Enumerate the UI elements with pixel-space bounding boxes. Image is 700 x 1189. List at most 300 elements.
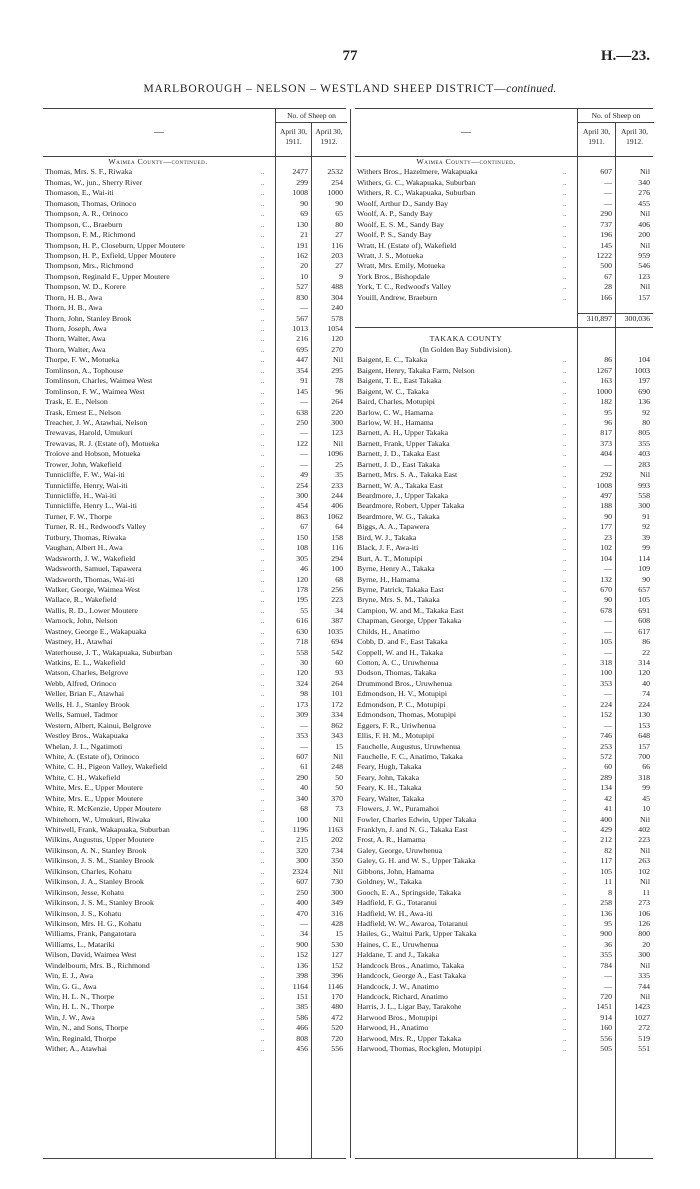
sheep-1911: 224 bbox=[600, 699, 612, 709]
sheep-1912: 60 bbox=[335, 658, 343, 667]
table-row bbox=[43, 888, 346, 898]
sheep-1912: 294 bbox=[331, 553, 343, 563]
sheep-1911: 132 bbox=[600, 574, 612, 584]
sheep-1911: 120 bbox=[296, 668, 308, 678]
owner-name: Coppell, W. and H., Takaka bbox=[357, 647, 443, 657]
leader-dots: .. bbox=[563, 732, 567, 741]
table-row bbox=[355, 867, 653, 877]
sheep-1911: 182 bbox=[600, 397, 612, 407]
table-row bbox=[43, 742, 346, 752]
owner-name: Wadsworth, Thomas, Wai-iti bbox=[45, 574, 135, 584]
leader-dots: .. bbox=[261, 1034, 265, 1043]
sheep-1912: 295 bbox=[331, 365, 343, 375]
sheep-1912: 546 bbox=[638, 261, 650, 271]
table-row bbox=[43, 512, 346, 522]
sheep-1912: 744 bbox=[638, 981, 650, 991]
owner-name: Tunnicliffe, Henry, Wai-iti bbox=[45, 480, 128, 490]
sheep-1912: 78 bbox=[335, 376, 343, 386]
table-row bbox=[43, 940, 346, 950]
title-continued: continued. bbox=[506, 83, 557, 95]
table-row bbox=[43, 282, 346, 292]
leader-dots: .. bbox=[563, 899, 567, 908]
sheep-1911: 98 bbox=[300, 689, 308, 699]
table-row bbox=[43, 334, 346, 344]
table-row bbox=[355, 762, 653, 772]
leader-dots: .. bbox=[261, 951, 265, 960]
owner-name: Cobb, D. and F., East Takaka bbox=[357, 637, 448, 647]
sheep-1912: 50 bbox=[335, 772, 343, 782]
sheep-1911: 191 bbox=[296, 240, 308, 250]
sheep-1912: 335 bbox=[638, 971, 650, 981]
owner-name: Thorn, H. B., Awa bbox=[45, 292, 103, 302]
leader-dots: .. bbox=[563, 1003, 567, 1012]
owner-name: Cotton, A. C., Uruwhenua bbox=[357, 658, 439, 667]
sheep-1911: 720 bbox=[600, 992, 612, 1001]
sheep-1911: 117 bbox=[600, 856, 612, 866]
owner-name: Walker, George, Waimea West bbox=[45, 584, 141, 594]
sheep-1911: 567 bbox=[296, 313, 308, 323]
owner-name: Tunnicliffe, H., Wai-iti bbox=[45, 491, 117, 500]
owner-name: Bird, W. J., Takaka bbox=[357, 532, 417, 542]
table-row bbox=[355, 961, 653, 971]
owner-name: Feary, Hugh, Takaka bbox=[357, 762, 422, 772]
column-rule bbox=[275, 122, 276, 1158]
header-1912-date: April 30, bbox=[620, 127, 649, 136]
sheep-1912: 488 bbox=[331, 282, 343, 292]
leader-dots: .. bbox=[261, 826, 265, 834]
table-row bbox=[43, 846, 346, 856]
sheep-1911: 318 bbox=[600, 658, 612, 667]
owner-name: Thompson, Reginald F., Upper Moutere bbox=[45, 271, 170, 281]
sheep-1911: — bbox=[300, 303, 308, 313]
owner-name: Withers, R. C., Wakapuaka, Suburban bbox=[357, 188, 476, 198]
owner-name: Wilkinson, J. S. M., Stanley Brook bbox=[45, 856, 154, 866]
sheep-1911: 67 bbox=[300, 522, 308, 532]
leader-dots: .. bbox=[261, 878, 265, 887]
table-row bbox=[355, 742, 653, 752]
table-row bbox=[355, 376, 653, 386]
table-row bbox=[355, 543, 653, 553]
table-row bbox=[355, 909, 653, 919]
sheep-1912: 1027 bbox=[634, 1012, 650, 1022]
owner-name: Turner, R. H., Redwood's Valley bbox=[45, 522, 147, 532]
sheep-1912: 530 bbox=[331, 939, 343, 949]
table-row bbox=[355, 835, 653, 845]
header-1911-year: 1911. bbox=[588, 137, 605, 146]
sheep-1911: 150 bbox=[296, 532, 308, 542]
table-row bbox=[43, 376, 346, 386]
sheep-1911: 34 bbox=[300, 929, 308, 939]
sheep-1912: 334 bbox=[331, 710, 343, 720]
owner-name: Trewavas, Harold, Umukuri bbox=[45, 428, 133, 438]
table-row bbox=[43, 616, 346, 626]
sheep-1912: Nil bbox=[640, 167, 650, 177]
table-row bbox=[43, 835, 346, 845]
sheep-1911: 1267 bbox=[596, 365, 612, 375]
leader-dots: .. bbox=[261, 450, 265, 459]
sheep-1912: 314 bbox=[638, 658, 650, 667]
table-row bbox=[43, 418, 346, 428]
table-row bbox=[355, 470, 653, 480]
owner-name: Byrne, Patrick, Takaka East bbox=[357, 584, 444, 594]
leader-dots: .. bbox=[563, 826, 567, 834]
section-heading bbox=[355, 334, 653, 344]
table-row bbox=[355, 658, 653, 668]
table-row bbox=[43, 543, 346, 553]
owner-name: Webb, Alfred, Orinoco bbox=[45, 678, 117, 688]
sheep-1911: 42 bbox=[604, 793, 612, 803]
table-row bbox=[355, 439, 653, 449]
leader-dots: .. bbox=[261, 909, 265, 918]
sheep-1911: 152 bbox=[600, 710, 612, 720]
owner-name: Wratt, Mrs. Emily, Motueka bbox=[357, 261, 445, 271]
sheep-1912: 273 bbox=[638, 898, 650, 908]
sheep-1912: 123 bbox=[331, 428, 343, 438]
leader-dots: .. bbox=[563, 293, 567, 302]
leader-dots: .. bbox=[261, 429, 265, 438]
sheep-1911: 55 bbox=[300, 605, 308, 615]
table-row bbox=[43, 992, 346, 1002]
owner-name: Bryne, Mrs. S. M., Takaka bbox=[357, 595, 440, 605]
owner-name: Wratt, J. S., Motueka bbox=[357, 250, 424, 260]
sheep-1912: 73 bbox=[335, 804, 343, 814]
sheep-1912: 74 bbox=[642, 689, 650, 699]
leader-dots: .. bbox=[261, 867, 265, 876]
leader-dots: .. bbox=[563, 398, 567, 407]
table-row bbox=[43, 178, 346, 188]
owner-name: White, A. (Estate of), Orinoco bbox=[45, 751, 140, 761]
table-row bbox=[355, 783, 653, 793]
leader-dots: .. bbox=[261, 659, 265, 667]
table-row bbox=[43, 481, 346, 491]
table-row bbox=[355, 564, 653, 574]
leader-dots: .. bbox=[563, 930, 567, 939]
sheep-1911: 2324 bbox=[292, 866, 308, 876]
sheep-1911: 324 bbox=[296, 678, 308, 688]
owner-name: Beardmore, Robert, Upper Takaka bbox=[357, 501, 465, 511]
sheep-1912: 805 bbox=[638, 428, 650, 438]
sheep-1912: 690 bbox=[638, 386, 650, 396]
leader-dots: .. bbox=[563, 502, 567, 511]
owner-name: Barlow, C. W., Hamama bbox=[357, 407, 433, 417]
sheep-1911: 108 bbox=[296, 543, 308, 553]
table-row bbox=[355, 282, 653, 292]
header-1911-date: April 30, bbox=[582, 127, 611, 136]
sheep-1911: 122 bbox=[296, 438, 308, 448]
table-row bbox=[43, 595, 346, 605]
sheep-1912: 694 bbox=[331, 637, 343, 647]
leader-dots: .. bbox=[563, 387, 567, 396]
owner-name: Wilkinson, J. S. M., Stanley Brook bbox=[45, 898, 154, 908]
sheep-1912: 197 bbox=[638, 376, 650, 386]
sheep-1911: 11 bbox=[604, 877, 612, 887]
leader-dots: .. bbox=[261, 418, 265, 427]
table-row bbox=[355, 199, 653, 209]
sheep-1911: 258 bbox=[600, 898, 612, 908]
sheep-1912: 27 bbox=[335, 230, 343, 240]
owner-name: Treacher, J. W., Atawhai, Nelson bbox=[45, 417, 148, 427]
sheep-1912: 340 bbox=[638, 177, 650, 187]
leader-dots: .. bbox=[563, 742, 567, 751]
leader-dots: .. bbox=[563, 805, 567, 814]
table-row bbox=[43, 606, 346, 616]
sheep-1911: 400 bbox=[296, 898, 308, 908]
left-table-header bbox=[43, 109, 346, 157]
leader-dots: .. bbox=[261, 752, 265, 761]
total-rule bbox=[577, 313, 653, 314]
table-row bbox=[355, 293, 653, 303]
sheep-1912: 406 bbox=[638, 219, 650, 229]
sheep-1912: 276 bbox=[638, 188, 650, 198]
sheep-1911: — bbox=[604, 971, 612, 981]
table-row bbox=[43, 762, 346, 772]
leader-dots: .. bbox=[261, 231, 265, 240]
owner-name: Drummond Bros., Uruwhenua bbox=[357, 678, 452, 688]
sheep-1912: 455 bbox=[638, 198, 650, 208]
table-row bbox=[43, 961, 346, 971]
sheep-1911: 1013 bbox=[292, 324, 308, 333]
sheep-1912: 300 bbox=[638, 950, 650, 960]
owner-name: Tomlinson, Charles, Waimea West bbox=[45, 376, 153, 386]
sheep-1912: 102 bbox=[638, 866, 650, 876]
sheep-1912: Nil bbox=[333, 866, 343, 876]
sheep-1912: Nil bbox=[333, 438, 343, 448]
sheep-1911: 353 bbox=[600, 678, 612, 688]
leader-dots: .. bbox=[563, 251, 567, 260]
sheep-1911: 100 bbox=[600, 668, 612, 678]
leader-dots: .. bbox=[261, 471, 265, 480]
owner-name: Thompson, C., Braeburn bbox=[45, 219, 123, 229]
leader-dots: .. bbox=[563, 617, 567, 626]
leader-dots: .. bbox=[563, 283, 567, 292]
owner-name: Goldney, W., Takaka bbox=[357, 877, 422, 887]
owner-name: Westley Bros., Wakapuaka bbox=[45, 731, 129, 741]
table-row bbox=[43, 470, 346, 480]
owner-name: Haines, C. E., Uruwhenua bbox=[357, 939, 439, 949]
sheep-1911: 23 bbox=[604, 532, 612, 542]
table-row bbox=[355, 387, 653, 397]
sheep-1912: 472 bbox=[331, 1012, 343, 1022]
owner-name: Haldane, T. and J., Takaka bbox=[357, 950, 440, 960]
owner-name: Thompson, H. P., Exfield, Upper Moutere bbox=[45, 250, 176, 260]
sheep-1911: 808 bbox=[296, 1033, 308, 1043]
sheep-1911: 20 bbox=[300, 261, 308, 271]
sheep-1911: 447 bbox=[296, 355, 308, 365]
owner-name: Waterhouse, J. T., Wakapuaka, Suburban bbox=[45, 647, 173, 657]
sheep-1912: 66 bbox=[642, 762, 650, 772]
owner-name: Frost, A. R., Hamama bbox=[357, 835, 426, 845]
table-row bbox=[43, 1044, 346, 1054]
leader-dots: .. bbox=[563, 659, 567, 667]
table-row bbox=[43, 387, 346, 397]
leader-dots: .. bbox=[261, 533, 265, 542]
table-row bbox=[355, 804, 653, 814]
sheep-1911: 195 bbox=[296, 595, 308, 605]
sheep-1912: 116 bbox=[331, 240, 343, 250]
table-row bbox=[355, 585, 653, 595]
sheep-1912: 519 bbox=[638, 1033, 650, 1043]
owner-name: Trolove and Hobson, Motueka bbox=[45, 449, 141, 459]
sheep-1912: 551 bbox=[638, 1044, 650, 1054]
leader-dots: .. bbox=[261, 293, 265, 302]
sheep-1911: 212 bbox=[600, 835, 612, 845]
owner-name: Woolf, A. P., Sandy Bay bbox=[357, 209, 433, 219]
sheep-1911: 40 bbox=[300, 783, 308, 793]
header-sheep-count-group: No. of Sheep on bbox=[577, 109, 654, 123]
sheep-1912: 1054 bbox=[327, 324, 343, 333]
sheep-1911: 1000 bbox=[596, 386, 612, 396]
header-sheep-count-group: No. of Sheep on bbox=[275, 109, 347, 123]
table-row bbox=[43, 877, 346, 887]
sheep-1911: 102 bbox=[600, 543, 612, 553]
sheep-1911: 8 bbox=[608, 887, 612, 897]
sheep-1911: 900 bbox=[600, 929, 612, 939]
owner-name: Wilkinson, J. A., Stanley Brook bbox=[45, 877, 144, 887]
leader-dots: .. bbox=[261, 356, 265, 365]
owner-name: Whitehorn, W., Umukuri, Riwaka bbox=[45, 814, 151, 824]
sheep-1912: 1096 bbox=[327, 449, 343, 459]
page-number: 77 bbox=[342, 48, 358, 64]
table-row bbox=[43, 825, 346, 835]
table-row bbox=[355, 721, 653, 731]
owner-name: Wilkinson, J. S., Kohatu bbox=[45, 908, 122, 918]
leader-dots: .. bbox=[261, 554, 265, 563]
sheep-1912: 270 bbox=[331, 344, 343, 354]
owner-name: Chapman, George, Upper Takaka bbox=[357, 616, 462, 626]
right-table bbox=[355, 108, 653, 1159]
leader-dots: .. bbox=[563, 846, 567, 855]
table-row bbox=[43, 522, 346, 532]
sheep-1912: 22 bbox=[642, 647, 650, 657]
owner-name: Woolf, E. S. M., Sandy Bay bbox=[357, 219, 444, 229]
sheep-1912: 264 bbox=[331, 678, 343, 688]
leader-dots: .. bbox=[261, 1003, 265, 1012]
leader-dots: .. bbox=[563, 210, 567, 219]
table-row bbox=[355, 668, 653, 678]
sheep-1912: 223 bbox=[331, 595, 343, 605]
owner-name: Ellis, F. H. M., Motupipi bbox=[357, 731, 435, 741]
owner-name: Whitwell, Frank, Wakapuaka, Suburban bbox=[45, 825, 170, 834]
leader-dots: .. bbox=[261, 732, 265, 741]
owner-name: Win, Reginald, Thorpe bbox=[45, 1033, 117, 1043]
owner-name: Withers Bros., Hazelmere, Wakapuaka bbox=[357, 167, 478, 177]
leader-dots: .. bbox=[563, 460, 567, 469]
sheep-1911: 188 bbox=[600, 501, 612, 511]
leader-dots: .. bbox=[563, 596, 567, 605]
owner-name: Dodson, Thomas, Takaka bbox=[357, 668, 437, 678]
total-rule bbox=[355, 327, 653, 328]
owner-name: White, Mrs. E., Upper Moutere bbox=[45, 793, 143, 803]
sheep-1912: 116 bbox=[331, 543, 343, 553]
sheep-1912: 92 bbox=[642, 522, 650, 532]
leader-dots: .. bbox=[563, 439, 567, 448]
owner-name: Biggs, A. A., Tapawera bbox=[357, 522, 430, 532]
sheep-1911: 466 bbox=[296, 1023, 308, 1033]
owner-name: Byrne, Henry A., Takaka bbox=[357, 564, 435, 574]
sheep-1912: 283 bbox=[638, 459, 650, 469]
sheep-1911: 163 bbox=[600, 376, 612, 386]
leader-dots: .. bbox=[563, 690, 567, 699]
leader-dots: .. bbox=[261, 304, 265, 313]
table-row bbox=[43, 491, 346, 501]
owner-name: Black, J. F., Awa-iti bbox=[357, 543, 419, 553]
sheep-1911: 914 bbox=[600, 1012, 612, 1022]
leader-dots: .. bbox=[261, 178, 265, 187]
column-rule bbox=[311, 122, 312, 1158]
leader-dots: .. bbox=[261, 993, 265, 1001]
sheep-1911: 817 bbox=[600, 428, 612, 438]
owner-name: Thorn, John, Stanley Brook bbox=[45, 313, 132, 323]
sheep-1911: 1008 bbox=[596, 480, 612, 490]
sheep-1912: 730 bbox=[331, 877, 343, 887]
table-row bbox=[43, 898, 346, 908]
sheep-1912: 203 bbox=[331, 250, 343, 260]
sheep-1911: 100 bbox=[296, 814, 308, 824]
sheep-1911: 863 bbox=[296, 511, 308, 521]
owner-name: Woolf, Arthur D., Sandy Bay bbox=[357, 198, 448, 208]
leader-dots: .. bbox=[261, 794, 265, 803]
sheep-1912: Nil bbox=[640, 877, 650, 887]
owner-name: Thorn, Walter, Awa bbox=[45, 334, 106, 344]
sheep-1911: 160 bbox=[600, 1023, 612, 1033]
leader-dots: .. bbox=[261, 408, 265, 417]
sheep-1912: 800 bbox=[638, 929, 650, 939]
sheep-1911: 215 bbox=[296, 835, 308, 845]
sheep-1912: 20 bbox=[642, 939, 650, 949]
leader-dots: .. bbox=[261, 272, 265, 281]
sheep-1912: 90 bbox=[335, 198, 343, 208]
sheep-1911: 173 bbox=[296, 699, 308, 709]
owner-name: Williams, Frank, Pangatotara bbox=[45, 929, 137, 939]
table-row bbox=[355, 627, 653, 637]
sheep-1912: 92 bbox=[642, 407, 650, 417]
sheep-1911: 145 bbox=[296, 386, 308, 396]
leader-dots: .. bbox=[563, 627, 567, 636]
sheep-1912: 93 bbox=[335, 668, 343, 678]
leader-dots: .. bbox=[563, 669, 567, 678]
sheep-1912: 11 bbox=[642, 887, 650, 897]
owner-name: Baird, Charles, Motupipi bbox=[357, 397, 435, 407]
sheep-1912: 170 bbox=[331, 992, 343, 1001]
sheep-1912: 300 bbox=[331, 417, 343, 427]
heading-text: TAKAKA COUNTY bbox=[429, 334, 503, 344]
leader-dots: .. bbox=[261, 961, 265, 970]
sheep-1912: 264 bbox=[331, 397, 343, 407]
owner-name: White, Mrs. E., Upper Moutere bbox=[45, 783, 143, 793]
sheep-1912: 578 bbox=[331, 313, 343, 323]
section-heading bbox=[43, 157, 346, 167]
column-rule bbox=[350, 109, 351, 1158]
table-row bbox=[355, 366, 653, 376]
sheep-1911: 30 bbox=[300, 658, 308, 667]
right-table-rows bbox=[355, 157, 653, 1055]
table-row bbox=[355, 637, 653, 647]
leader-dots: .. bbox=[563, 429, 567, 438]
sheep-1911: 178 bbox=[296, 584, 308, 594]
sheep-1911: 130 bbox=[296, 219, 308, 229]
table-row bbox=[43, 1034, 346, 1044]
sheep-1911: — bbox=[604, 981, 612, 991]
sheep-1912: 244 bbox=[331, 491, 343, 500]
leader-dots: .. bbox=[261, 199, 265, 208]
table-row bbox=[355, 888, 653, 898]
sheep-1911: 340 bbox=[296, 793, 308, 803]
sheep-1911: 354 bbox=[296, 365, 308, 375]
sheep-1911: 527 bbox=[296, 282, 308, 292]
leader-dots: .. bbox=[261, 742, 265, 751]
leader-dots: .. bbox=[261, 972, 265, 981]
owner-name: Thorn, H. B., Awa bbox=[45, 303, 103, 313]
